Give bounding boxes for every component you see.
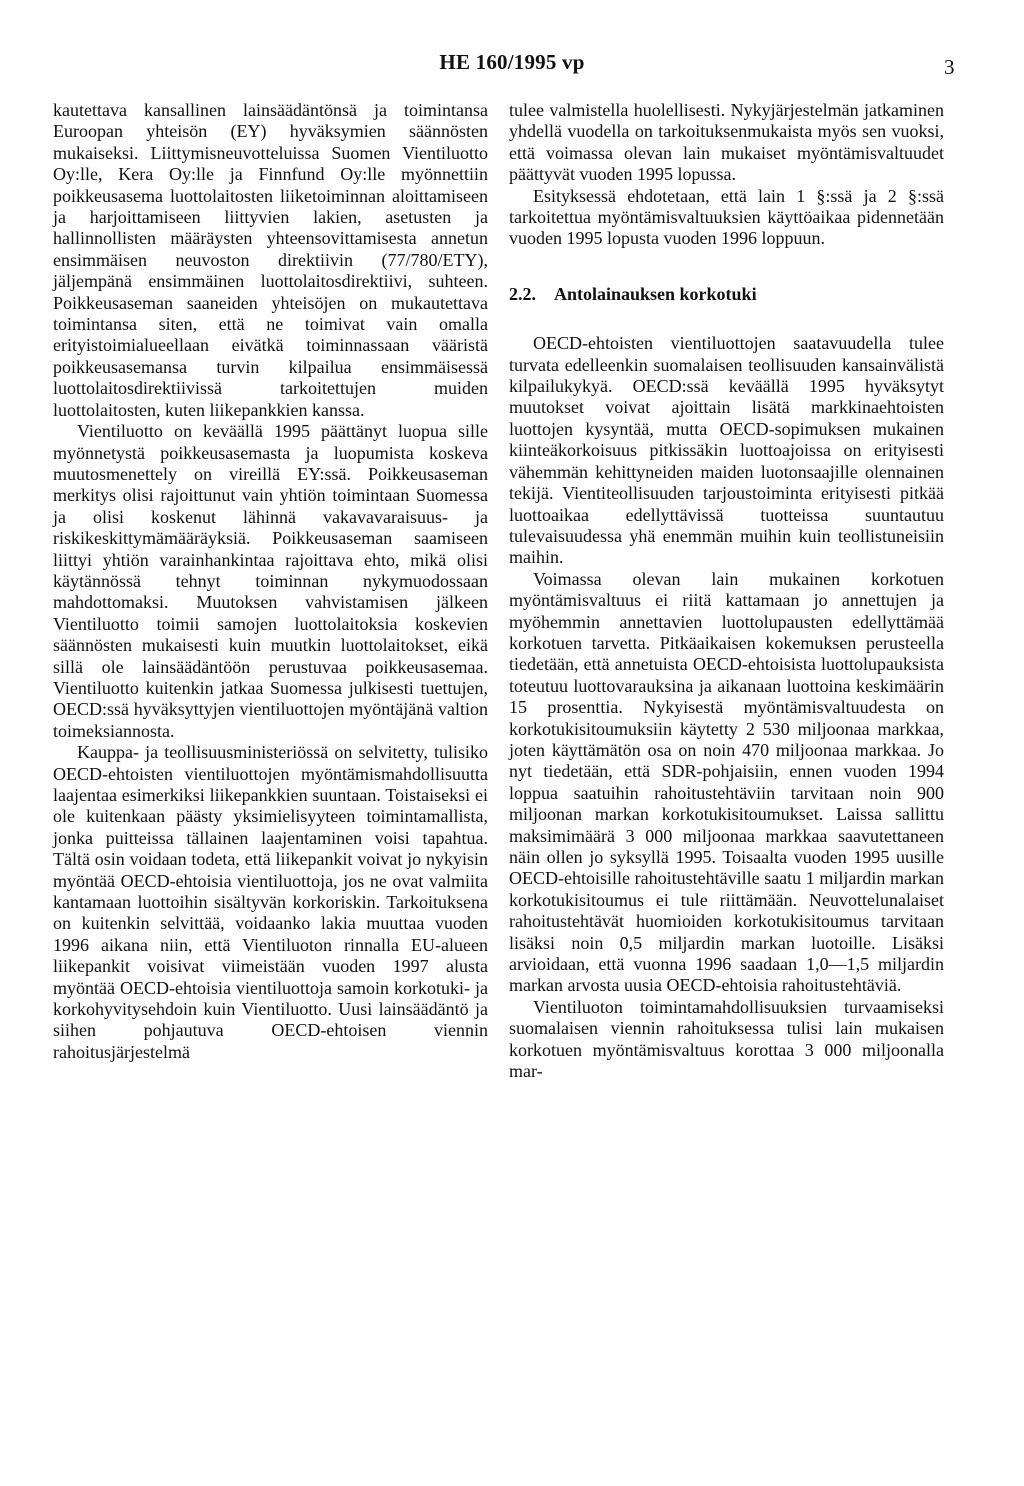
paragraph: OECD-ehtoisten vientiluottojen saatavuudella tulee turvata edelleenkin suomalaisen teollisuuden kansainvälistä kilpailukykyä. OECD:ssä keväällä 1995 hyväksytyt muutokset voivat ajoittain lisätä markkinaehtoisten luottojen kysyntää, mutta OECD-sopimuksen mukainen kiinteäkorkoisuus pitkissäkin luottoajoissa on erityisesti vähemmän kehittyneiden maiden luotonsaajille olennainen tekijä. Vientiteollisuuden tarjoustoiminta erityisesti pitkää luottoaikaa edellyttävissä tuotteissa suuntautuu tulevaisuudessa yhä enemmän muihin kuin teollistuneisiin maihin. [509, 333, 944, 568]
paragraph: Vientiluoton toimintamahdollisuuksien turvaamiseksi suomalaisen viennin rahoituksessa tulisi lain mukaisen korkotuen myöntämisvaltuus korottaa 3 000 miljoonalla mar- [509, 996, 944, 1082]
paragraph: kautettava kansallinen lainsäädäntönsä ja toimintansa Euroopan yhteisön (EY) hyväksymien säännösten mukaiseksi. Liittymisneuvotteluissa Suomen Vientiluotto Oy:lle, Kera Oy:lle ja Finnfund Oy:lle myönnettiin poikkeusasema luottolaitosten liiketoiminnan aloittamiseen ja harjoittamiseen liittyvien lakien, asetusten ja hallinnollisten määräysten yhteensovittamisesta annetun ensimmäisen neuvoston direktiivin (77/780/ETY), jäljempänä ensimmäinen luottolaitosdirektiivi, suhteen. Poikkeusaseman saaneiden yhteisöjen on mukautettava toimintansa siten, että ne toimivat vain omalla erityistoimialueellaan eivätkä toiminnassaan vääristä poikkeusasemansa turvin kilpailua ensimmäisessä luottolaitosdirektiivissä tarkoitettujen muiden luottolaitosten, kuten liikepankkien kanssa. [53, 100, 488, 420]
section-title: Antolainauksen korkotuki [554, 283, 757, 304]
right-column [509, 100, 944, 1082]
document-header-title: HE 160/1995 vp [439, 50, 585, 74]
paragraph: Kauppa- ja teollisuusministeriössä on selvitetty, tulisiko OECD-ehtoisten vientiluottojen myöntämismahdollisuutta laajentaa esimerkiksi liikepankkien suuntaan. Toistaiseksi ei ole kuitenkaan päästy yksimielisyyteen toimintamallista, jonka puitteissa tällainen laajentaminen voisi tapahtua. Tältä osin voidaan todeta, että liikepankit voivat jo nykyisin myöntää OECD-ehtoisia vientiluottoja, jos ne ovat valmiita kantamaan luottoihin sisältyvän korkoriskin. Tarkoituksena on kuitenkin selvittää, voidaanko lakia muuttaa vuoden 1996 aikana niin, että Vientiluoton rinnalla EU-alueen liikepankit voisivat viimeistään vuoden 1997 alusta myöntää OECD-ehtoisia vientiluottoja samoin korkotuki- ja korkohyvitysehdoin kuin Vientiluotto. Uusi lainsäädäntö ja siihen pohjautuva OECD-ehtoisen viennin rahoitusjärjestelmä [53, 742, 488, 1062]
paragraph: Voimassa olevan lain mukainen korkotuen myöntämisvaltuus ei riitä kattamaan jo annettujen ja myöhemmin annettavien luottolupausten edellyttämää korkotuen tarvetta. Pitkäaikaisen kokemuksen perusteella tiedetään, että annetuista OECD-ehtoisista luottolupauksista toteutuu luottovarauksina ja aikanaan luottoina keskimäärin 15 prosenttia. Nykyisestä myöntämisvaltuudesta on korkotukisitoumuksiin käytetty 2 530 miljoonaa markkaa, joten käyttämätön osa on noin 470 miljoonaa markkaa. Jo nyt tiedetään, että SDR-pohjaisiin, ennen vuoden 1994 loppua saatuihin rahoitustehtäviin tarvitaan noin 900 miljoonan markan korkotukisitoumukset. Laissa sallittu maksimimäärä 3 000 miljoonaa markkaa saavutettaneen näin ollen jo syksyllä 1995. Toisaalta vuoden 1995 uusille OECD-ehtoisille rahoitustehtäville saatu 1 miljardin markan korkotukisitoumus ei tule riittämään. Neuvottelunalaiset rahoitustehtävät huomioiden korkotukisitoumus tarvitaan lisäksi noin 0,5 miljardin markan luotoille. Lisäksi arvioidaan, että vuonna 1996 saadaan 1,0—1,5 miljardin markan arvosta uusia OECD-ehtoisia rahoitustehtäviä. [509, 568, 944, 996]
section-heading [509, 284, 944, 305]
page-number: 3 [944, 55, 955, 79]
section-number: 2.2. [509, 283, 536, 304]
paragraph: tulee valmistella huolellisesti. Nykyjärjestelmän jatkaminen yhdellä vuodella on tarkoituksenmukaista myös sen vuoksi, että voimassa olevan lain mukaiset myöntämisvaltuudet päättyvät vuoden 1995 lopussa. [509, 100, 944, 185]
paragraph: Esityksessä ehdotetaan, että lain 1 §:ssä ja 2 §:ssä tarkoitettua myöntämisvaltuuksien käyttöaikaa pidennetään vuoden 1995 lopusta vuoden 1996 loppuun. [509, 185, 944, 249]
paragraph: Vientiluotto on keväällä 1995 päättänyt luopua sille myönnetystä poikkeusasemasta ja luopumista koskeva muutosmenettely on vireillä EY:ssä. Poikkeusaseman merkitys olisi rajoittunut vain yhtiön toimintaan Suomessa ja olisi koskenut lähinnä vakavavaraisuus- ja riskikeskittymämääräyksiä. Poikkeusaseman saamiseen liittyi yhtiön varainhankintaa rajoittava ehto, mikä olisi käytännössä tehnyt toiminnan nykymuodossaan mahdottomaksi. Muutoksen vahvistamisen jälkeen Vientiluotto toimii samojen luottolaitoksia koskevien säännösten mukaisesti kuin muutkin luottolaitokset, eikä sillä ole lainsäädäntöön perustuvaa poikkeusasemaa. Vientiluotto kuitenkin jatkaa Suomessa julkisesti tuettujen, OECD:ssä hyväksyttyjen vientiluottojen myöntäjänä valtion toimeksiannosta. [53, 421, 488, 741]
left-column [53, 100, 488, 1063]
